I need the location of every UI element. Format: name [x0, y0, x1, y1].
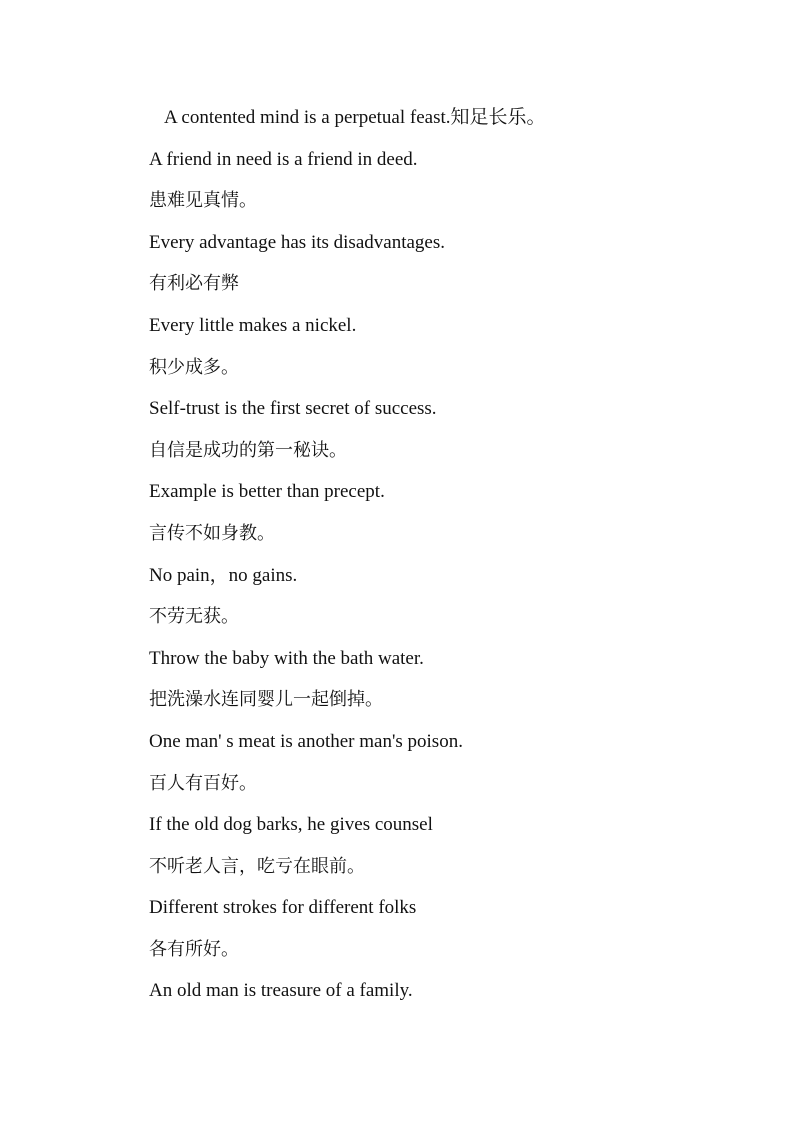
- proverb-line: If the old dog barks, he gives counsel: [149, 814, 433, 836]
- proverb-translation-line: 把洗澡水连同婴儿一起倒掉。: [149, 689, 383, 711]
- proverb-line: Example is better than precept.: [149, 481, 385, 503]
- proverb-translation-line: 患难见真情。: [149, 190, 257, 212]
- proverb-line: A friend in need is a friend in deed.: [149, 148, 418, 170]
- proverb-line: One man' s meat is another man's poison.: [149, 730, 463, 752]
- proverb-line: Throw the baby with the bath water.: [149, 647, 424, 669]
- proverb-line: An old man is treasure of a family.: [149, 980, 413, 1002]
- proverb-translation-line: 百人有百好。: [149, 772, 257, 794]
- proverb-translation-line: 不听老人言，吃亏在眼前。: [149, 855, 365, 877]
- proverb-line: Different strokes for different folks: [149, 897, 417, 919]
- proverb-line: Every advantage has its disadvantages.: [149, 231, 445, 253]
- proverb-list: [149, 103, 749, 1018]
- proverb-translation-line: 各有所好。: [149, 938, 239, 960]
- proverb-translation-line: 自信是成功的第一秘诀。: [149, 439, 347, 461]
- proverb-translation-line: 积少成多。: [149, 356, 239, 378]
- proverb-line: Self-trust is the first secret of success.: [149, 398, 437, 420]
- proverb-translation-line: 有利必有弊: [149, 273, 239, 295]
- proverb-translation-line: 言传不如身教。: [149, 522, 275, 544]
- proverb-line: A contented mind is a perpetual feast.知足长乐。: [164, 107, 546, 128]
- proverb-line: No pain，no gains.: [149, 564, 298, 586]
- proverb-translation-line: 不劳无获。: [149, 606, 239, 628]
- proverb-line: Every little makes a nickel.: [149, 314, 357, 336]
